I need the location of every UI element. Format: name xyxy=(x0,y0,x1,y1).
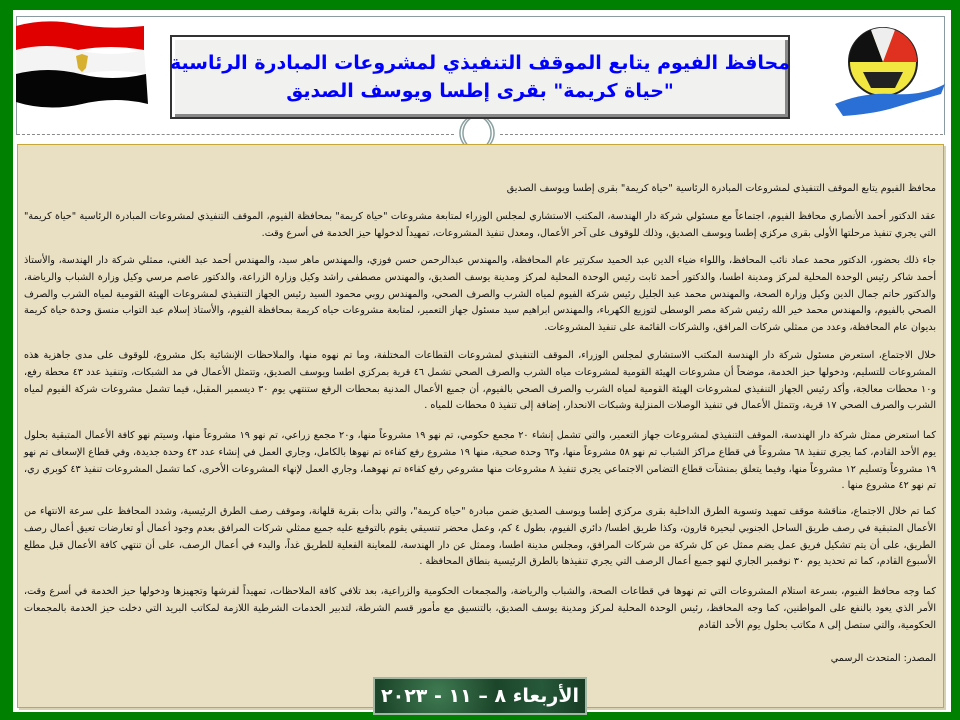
article-paragraph: خلال الاجتماع، استعرض مسئول شركة دار الهندسة المكتب الاستشاري لمجلس الوزراء، الموقف التنفيذي لمشروعات القطاعات المختلفة، وما تم نهوه منها، والملاحظات الإنشائية بكل مشروع، للوقوف على مدى جاهزية هذه المشروعات للتسليم، ودخولها حيز الخدمة، موضحاً أن مشروعات الهيئة القومية لمشروعات مياه الشرب والصرف الصحي تشمل ٤٦ قرية بمركزي اطسا ويوسف الصديق، وتتمثل الأعمال في مد الشبكات، وتنفيذ عدد ٤٣ محطة رفع، و١٠ محطات معالجة، وأكد رئيس الجهاز التنفيذي لمشروعات الهيئة القومية لمياه الشرب والصرف الصحي بالفيوم، أن جميع الأعمال المدنية بمحطات الرفع ستنتهي يوم ٣٠ ديسمبر المقبل، فيما تشمل مشروعات شركة الفيوم لمياه الشرب والصرف الصحي ١٧ قرية، وتتمثل الأعمال في تنفيذ الوصلات المنزلية وشبكات الانحدار، إضافة إلى تنفيذ ٥ محطات للمياه . xyxy=(24,350,937,412)
headline-banner xyxy=(170,35,790,119)
article-paragraph: كما تم خلال الاجتماع، مناقشة موقف تمهيد وتسوية الطرق الداخلية بقرى مركزي إطسا ويوسف الصديق ضمن مبادرة "حياة كريمة"، والتي بدأت بقرية قلهانة، وموقف رصف الطرق الرئيسية، وشدد المحافظ على سرعة الانتهاء من الأعمال المتبقية في رصف طريق الساحل الجنوبي لبحيرة قارون، وكذا طريق اطسا/ دائري الفيوم، بطول ٤ كم، وعمل محضر تنسيقي يقوم بالتوقيع عليه جميع ممثلي شركات المرافق بعدم وجود أعمال أو تعارضات تعيق أعمال رصف الطريق، على أن يتم تشكيل فريق عمل يضم ممثل عن كل شركة من شركات المرافق، ومجلس مدينة اطسا، وممثل عن دار الهندسة، للمعاينة الفعلية للطريق غداً، والبدء في أعمال الرصف، على أن تنتهي كافة الأعمال قبل مطلع الأسبوع القادم، كما تم تحديد يوم ٣٠ نوفمبر الجاري لنهو جميع أعمال الرصف التي يجري تنفيذها بالطرق الرئيسية بنطاق المحافظة . xyxy=(24,506,936,568)
article-paragraph: كما وجه محافظ الفيوم، بسرعة استلام المشروعات التي تم نهوها في قطاعات الصحة، والشباب والرياضة، والمجمعات الحكومية والزراعية، بعد تلافي كافة الملاحظات، تمهيداً لفرشها وتجهيزها ودخولها حيز الخدمة في أسرع وقت، الأمر الذي يعود بالنفع على المواطنين، كما وجه المحافظ، رئيس الوحدة المحلية لمركز ومدينة يوسف الصديق، بالتنسيق مع مأمور قسم الشرطة، لتدبير الخدمات الشرطية اللازمة لمكاتب البريد التي دخلت حيز الخدمة بالمجمعات الحكومية، والتي ستصل إلى ٨ مكاتب بحلول يوم الأحد القادم xyxy=(24,586,936,631)
headline-line-1: محافظ الفيوم يتابع الموقف التنفيذي لمشروعات المبادرة الرئاسية xyxy=(170,52,790,74)
egypt-flag-icon xyxy=(16,18,148,112)
header-divider-left xyxy=(17,134,454,135)
header-divider-right xyxy=(500,134,943,135)
date-badge xyxy=(373,677,587,715)
date-text: الأربعاء ٨ – ١١ - ٢٠٢٣ xyxy=(381,685,579,707)
article-source: المصدر: المتحدث الرسمي xyxy=(830,653,936,664)
headline-line-2: "حياة كريمة" بقرى إطسا ويوسف الصديق xyxy=(286,80,674,102)
fayoum-logo-icon xyxy=(833,22,948,122)
article-summary: محافظ الفيوم يتابع الموقف التنفيذي لمشروعات المبادرة الرئاسية "حياة كريمة" بقرى إطسا ويوسف الصديق xyxy=(506,183,936,194)
article-paragraph: جاء ذلك بحضور، الدكتور محمد عماد نائب المحافظ، واللواء ضياء الدين عبد الحميد سكرتير عام المحافظة، والمهندس عبدالرحمن حسن فوزي، والمهندس ماهر سيد، والمهندس أحمد عبد الغني، ممثلي شركة دار الهندسة، والأستاذ أحمد شاكر رئيس الوحدة المحلية لمركز ومدينة اطسا، والدكتور أحمد ثابت رئيس الوحدة المحلية لمركز ومدينة يوسف الصديق، والمهندس مصطفى راشد وكيل وزارة الزراعة، والدكتور عاصم مرسي وكيل وزارة الشباب والرياضة، والدكتور حاتم جمال الدين وكيل وزارة الصحة، والمهندس محمد عبد الجليل رئيس شركة الفيوم لمياه الشرب والصرف الصحي، والمهندس روبي محمود السيد رئيس الجهاز التنفيذي لمشروعات الهيئة القومية لمياه الشرب والصرف الصحي بالفيوم، والمهندس محمد خير الله رئيس شركة مصر الوسطى لتوزيع الكهرباء، والمهندس ابراهيم سيد مسئول جهاز التعمير، لمتابعة مشروعات حياه كريمة بمحافظة الفيوم، والأستاذ إسلام عبد التواب منسق وحدة حياة كريمة بديوان عام المحافظة، وعدد من ممثلي شركات المرافق، والشركات القائمة على تنفيذ المشروعات. xyxy=(24,255,936,334)
article-paragraph: عقد الدكتور أحمد الأنصاري محافظ الفيوم، اجتماعاً مع مسئولي شركة دار الهندسة، المكتب الاستشاري لمجلس الوزراء لمتابعة مشروعات "حياة كريمة" بمحافظة الفيوم، الموقف التنفيذي لمشروعات المبادرة الرئاسية "حياة كريمة" التي يجري تنفيذ مرحلتها الأولى بقرى مركزي إطسا ويوسف الصديق، وذلك للوقوف على آخر الأعمال، ومعدل تنفيذ المشروعات، تمهيداً لدخولها حيز الخدمة في أسرع وقت. xyxy=(24,211,936,239)
article-paragraph: كما استعرض ممثل شركة دار الهندسة، الموقف التنفيذي لمشروعات جهاز التعمير، والتي تشمل إنشاء ٢٠ مجمع حكومي، تم نهو ١٩ مشروعاً منها، و٢٠ مجمع زراعي، تم نهو ١٩ مشروعاً منها، وسيتم نهو كافة الأعمال المتبقية بحلول يوم الأحد القادم، كما يجري تنفيذ ٦٨ مشروعاً في قطاع مراكز الشباب تم نهو ٥٨ مشروعاً منها، و٦٣ وحدة صحية، منها ١٩ مشروع رفع كفاءة تم نهوها بالكامل، وجاري العمل في إنشاء عدد ٤٣ وحدة جديدة، وفي قطاع الإسعاف تم نهو ١٩ مشروعاً وتسليم ١٢ مشروعاً منها، وفيما يتعلق بمنشآت قطاع التضامن الاجتماعي يجري تنفيذ ٨ مشروعات منها مشروعي رفع كفاءة تم نهوهما، وجاري العمل لإنهاء المشروعات الأخرى، كما تشمل المشروعات تنفيذ ٤٣ كوبري ري، تم نهو ٤٢ مشروع منها . xyxy=(24,430,937,492)
